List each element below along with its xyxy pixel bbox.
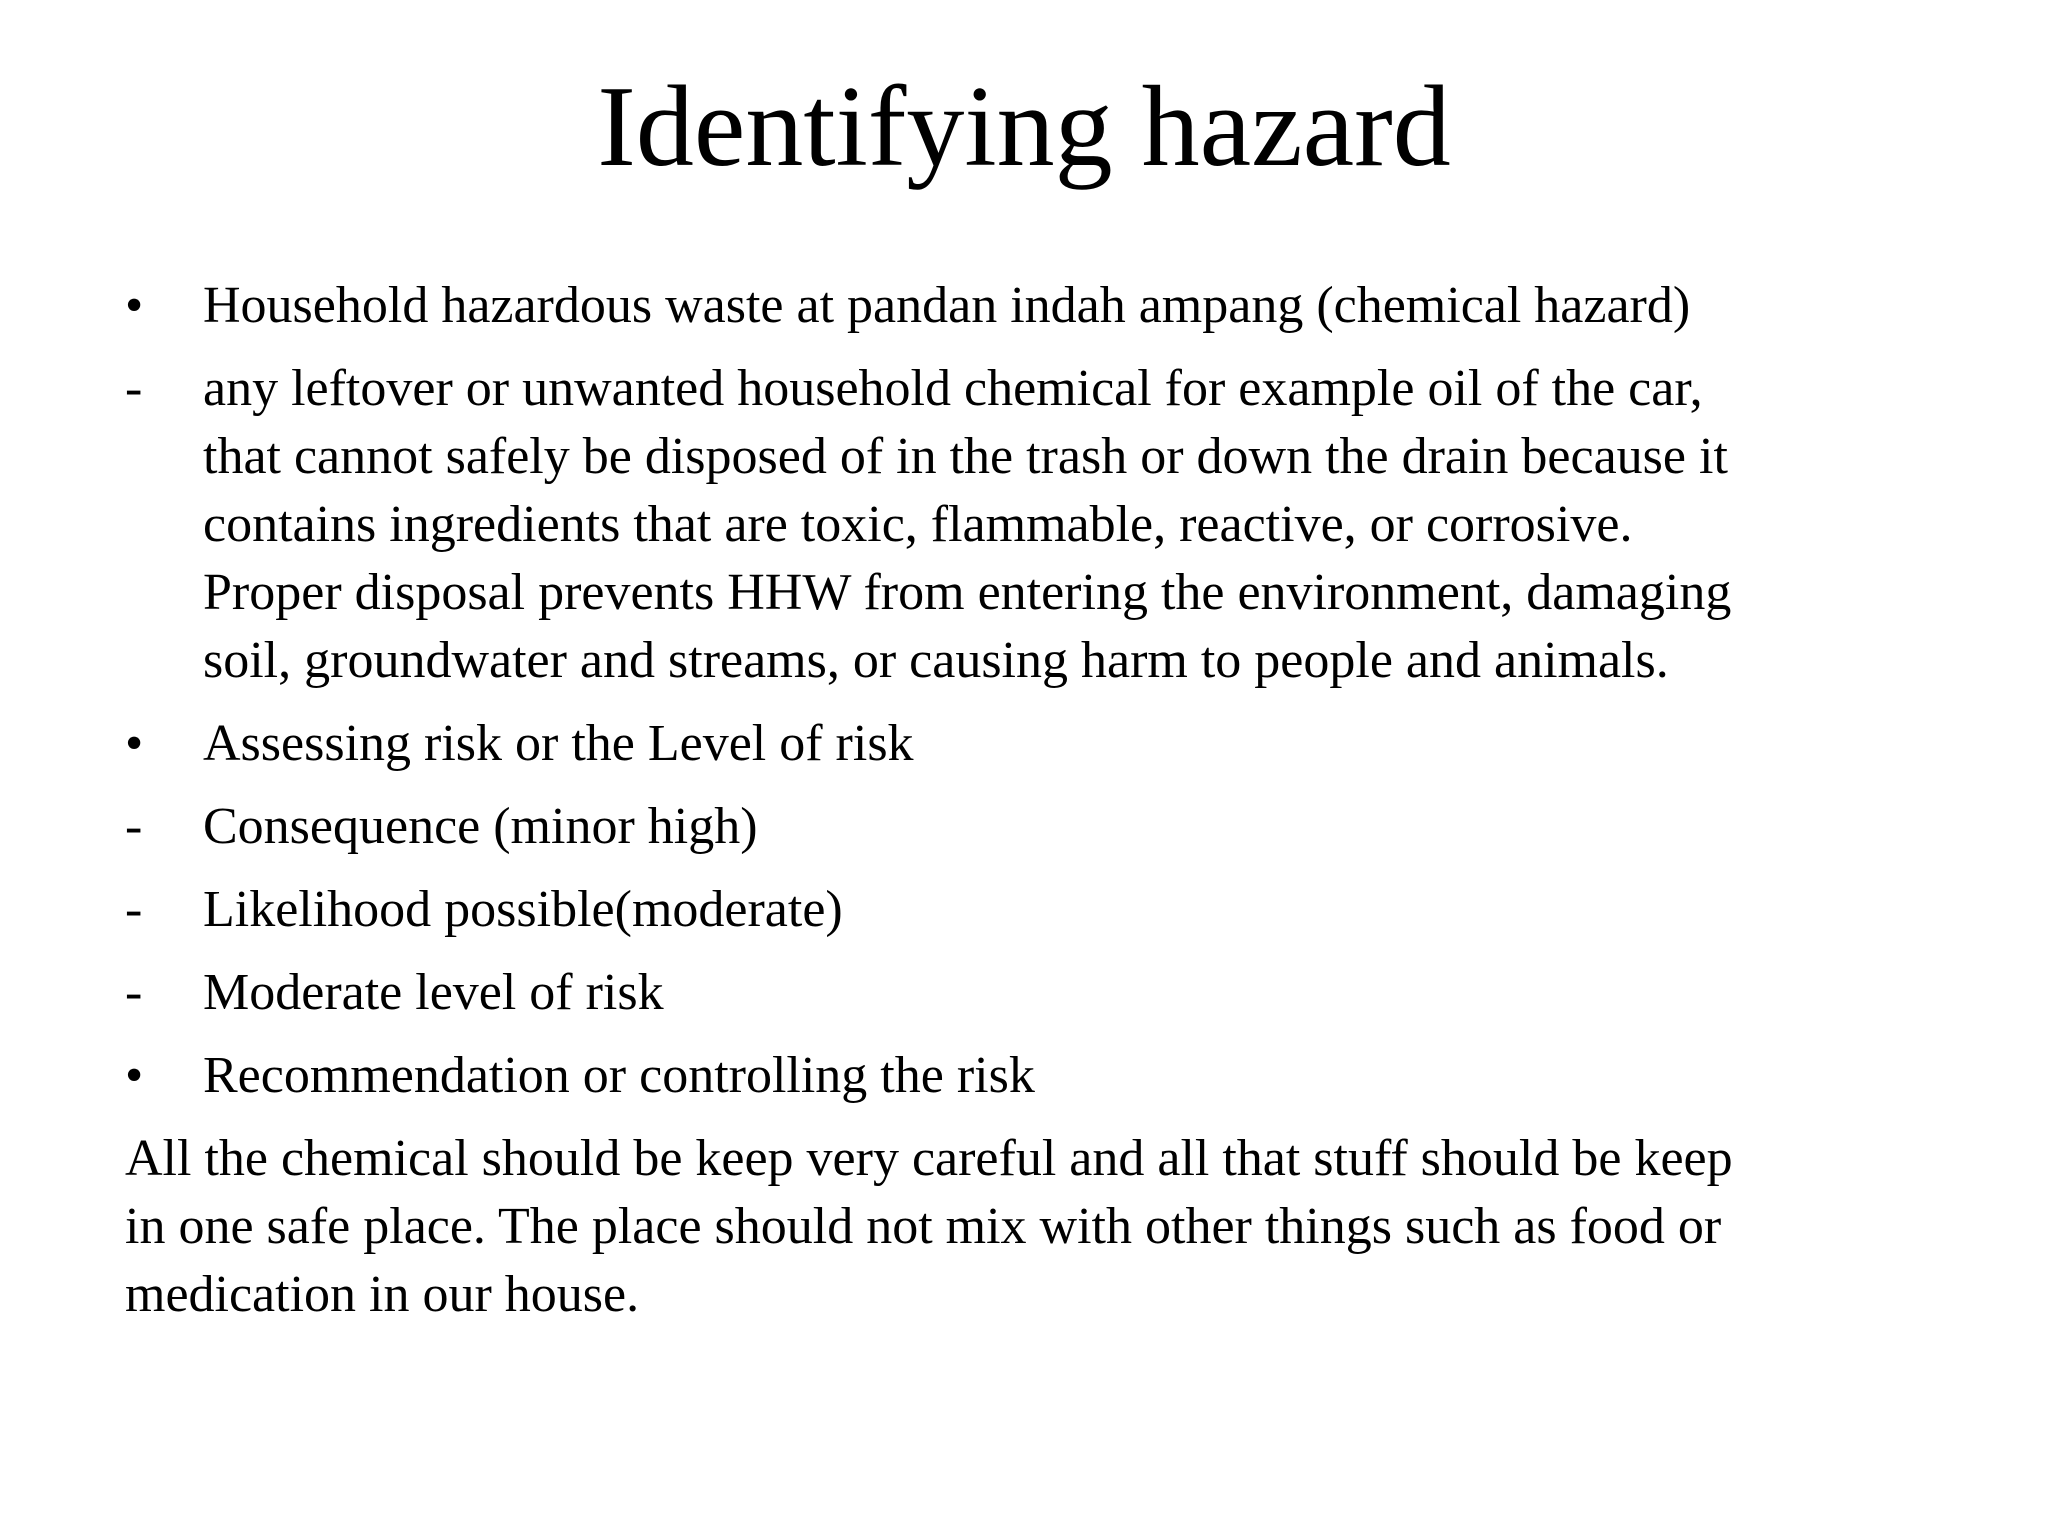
dash-marker: - xyxy=(125,881,143,938)
dash-marker: - xyxy=(125,360,143,417)
bullet-marker: • xyxy=(125,715,144,772)
bullet-text: Recommendation or controlling the risk xyxy=(203,1047,1035,1104)
bullet-item-recommendation xyxy=(125,1042,1965,1110)
dash-marker: - xyxy=(125,798,143,855)
bullet-item-assessing-risk xyxy=(125,710,1965,778)
bullet-marker: • xyxy=(125,277,144,334)
dash-marker: - xyxy=(125,964,143,1021)
dash-text: Consequence (minor high) xyxy=(203,798,758,855)
bullet-text: Household hazardous waste at pandan indah ampang (chemical hazard) xyxy=(203,277,1691,334)
bullet-item-household-waste xyxy=(125,272,1965,340)
recommendation-paragraph: All the chemical should be keep very careful and all that stuff should be keep in one safe place. The place should not mix with other things such as food or medication in our house. xyxy=(125,1130,1733,1323)
dash-item-definition xyxy=(125,355,1965,695)
slide-title: Identifying hazard xyxy=(597,63,1451,191)
dash-text: any leftover or unwanted household chemical for example oil of the car, that cannot safely be disposed of in the trash or down the drain because it contains ingredients that are toxic, flammable, reactive, or corrosive. Proper disposal prevents HHW from entering the environment, damaging soil, groundwater and streams, or causing harm to people and animals. xyxy=(203,360,1732,689)
dash-text: Likelihood possible(moderate) xyxy=(203,881,843,938)
dash-item-consequence xyxy=(125,793,1965,861)
dash-item-likelihood xyxy=(125,876,1965,944)
slide-content xyxy=(125,272,1965,1329)
dash-text: Moderate level of risk xyxy=(203,964,664,1021)
bullet-marker: • xyxy=(125,1047,144,1104)
bullet-text: Assessing risk or the Level of risk xyxy=(203,715,914,772)
dash-item-risk-level xyxy=(125,959,1965,1027)
